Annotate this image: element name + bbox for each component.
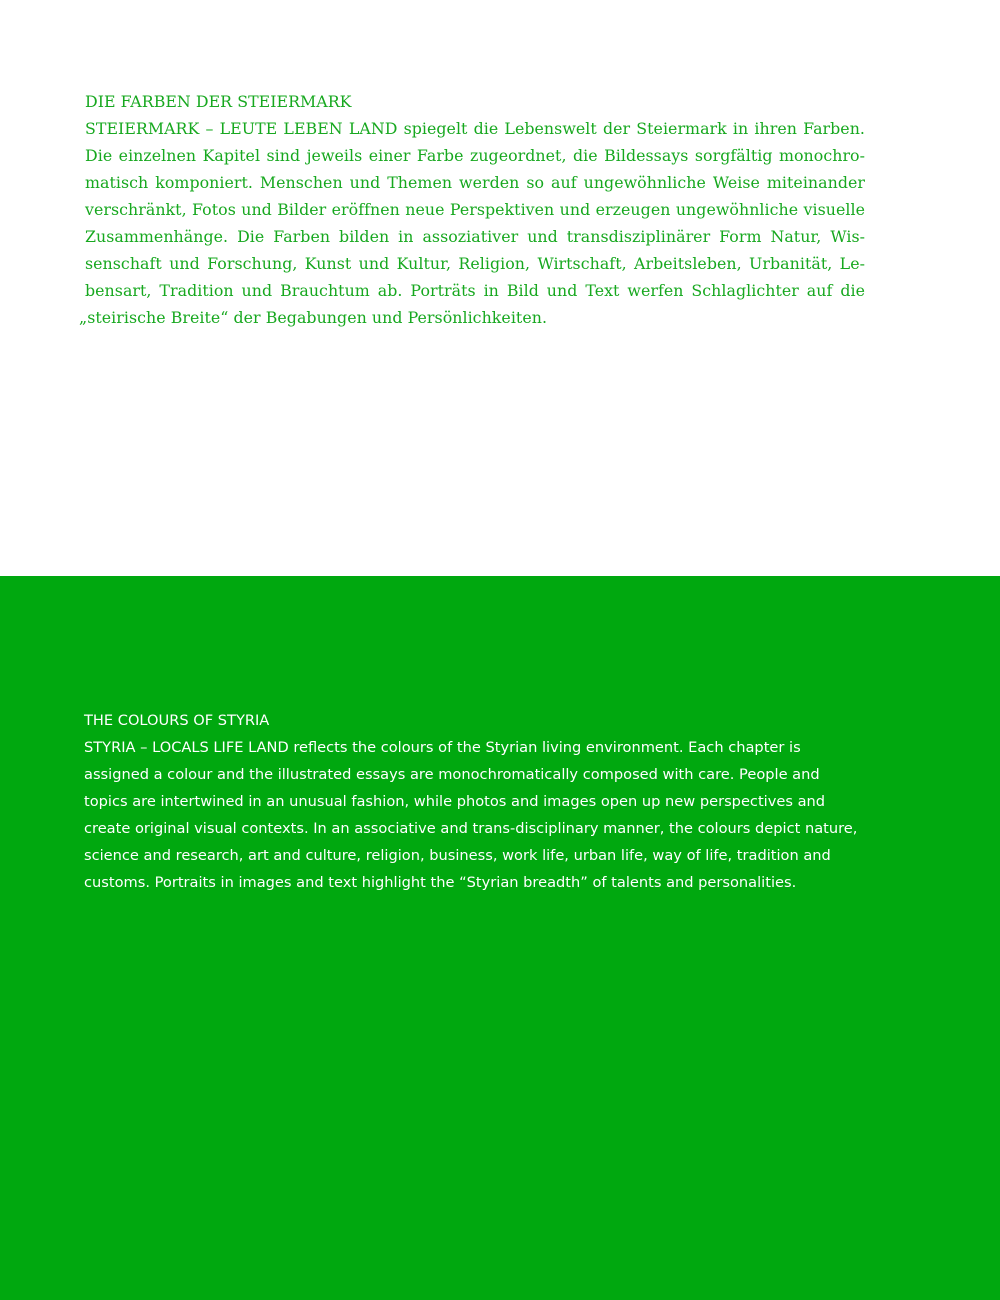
- english-text-block: [84, 707, 864, 896]
- german-line: Die einzelnen Kapitel sind jeweils einer Farbe zugeordnet, die Bildessays sorgfältig monochro-: [85, 146, 865, 165]
- english-line: assigned a colour and the illustrated essays are monochromatically composed with care. People and: [84, 766, 820, 783]
- german-line: „steirische Breite“ der Begabungen und Persönlichkeiten.: [79, 308, 548, 327]
- english-heading: THE COLOURS OF STYRIA: [84, 712, 270, 729]
- german-heading: DIE FARBEN DER STEIERMARK: [85, 92, 352, 111]
- english-line: customs. Portraits in images and text highlight the “Styrian breadth” of talents and personalities.: [84, 874, 797, 891]
- german-line: bensart, Tradition und Brauchtum ab. Porträts in Bild und Text werfen Schlaglichter auf die: [85, 281, 865, 300]
- english-line: create original visual contexts. In an associative and trans-disciplinary manner, the colours depict nature,: [84, 820, 858, 837]
- german-line: verschränkt, Fotos und Bilder eröffnen neue Perspektiven und erzeugen ungewöhnliche visuelle: [85, 200, 865, 219]
- english-line: science and research, art and culture, religion, business, work life, urban life, way of life, tradition and: [84, 847, 831, 864]
- german-line: Zusammenhänge. Die Farben bilden in assoziativer und transdisziplinärer Form Natur, Wis-: [85, 227, 865, 246]
- english-line: STYRIA – LOCALS LIFE LAND reflects the colours of the Styrian living environment. Each chapter is: [84, 739, 801, 756]
- german-line: senschaft und Forschung, Kunst und Kultur, Religion, Wirtschaft, Arbeitsleben, Urbanität, Le-: [85, 254, 865, 273]
- german-text-block: [79, 88, 865, 331]
- english-section: [0, 576, 1000, 1300]
- german-line: matisch komponiert. Menschen und Themen werden so auf ungewöhnliche Weise miteinander: [85, 173, 865, 192]
- german-section: [0, 0, 1000, 576]
- german-line: STEIERMARK – LEUTE LEBEN LAND spiegelt die Lebenswelt der Steiermark in ihren Farben.: [85, 119, 865, 138]
- english-line: topics are intertwined in an unusual fashion, while photos and images open up new perspectives and: [84, 793, 826, 810]
